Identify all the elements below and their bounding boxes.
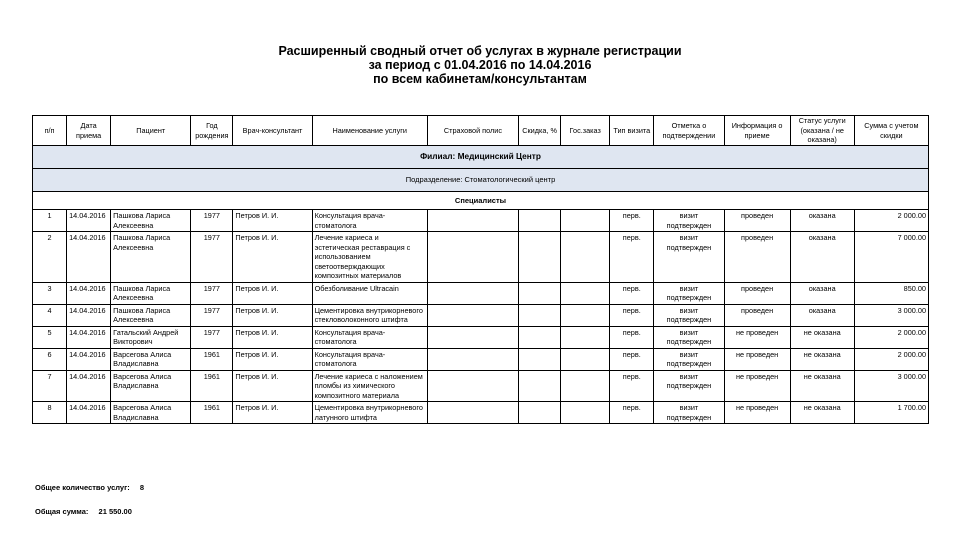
- cell-visit-type: перв.: [610, 282, 654, 304]
- col-header-status: Статус услуги (оказана / не оказана): [790, 116, 854, 146]
- cell-sum: 1 700.00: [854, 402, 928, 424]
- total-sum-value: 21 550.00: [98, 507, 132, 516]
- cell-sum: 2 000.00: [854, 210, 928, 232]
- cell-birth-year: 1961: [191, 370, 233, 402]
- cell-number: 6: [33, 348, 67, 370]
- report-scope: по всем кабинетам/консультантам: [373, 72, 587, 86]
- cell-confirmation: визит подтвержден: [654, 326, 724, 348]
- cell-confirmation: визит подтвержден: [654, 402, 724, 424]
- col-header-birth-year: Год рождения: [191, 116, 233, 146]
- cell-confirmation: визит подтвержден: [654, 232, 724, 283]
- cell-discount: [519, 282, 561, 304]
- cell-visit-type: перв.: [610, 370, 654, 402]
- cell-gov-order: [561, 232, 610, 283]
- cell-birth-year: 1977: [191, 304, 233, 326]
- cell-doctor: Петров И. И.: [233, 402, 312, 424]
- total-count: [35, 483, 144, 492]
- col-header-confirmation: Отметка о подтверждении: [654, 116, 724, 146]
- cell-service: Цементировка внутрикорневого латунного штифта: [312, 402, 427, 424]
- cell-patient: Пашкова Лариса Алексеевна: [111, 232, 191, 283]
- cell-gov-order: [561, 210, 610, 232]
- cell-date: 14.04.2016: [67, 326, 111, 348]
- col-header-doctor: Врач-консультант: [233, 116, 312, 146]
- col-header-gov-order: Гос.заказ: [561, 116, 610, 146]
- cell-visit-info: не проведен: [724, 402, 790, 424]
- cell-status: не оказана: [790, 348, 854, 370]
- subdivision-label: Подразделение: Стоматологический центр: [33, 169, 929, 192]
- col-header-service: Наименование услуги: [312, 116, 427, 146]
- cell-patient: Гатальский Андрей Викторович: [111, 326, 191, 348]
- cell-visit-type: перв.: [610, 326, 654, 348]
- cell-visit-type: перв.: [610, 402, 654, 424]
- cell-gov-order: [561, 304, 610, 326]
- col-header-sum: Сумма с учетом скидки: [854, 116, 928, 146]
- cell-number: 7: [33, 370, 67, 402]
- cell-discount: [519, 402, 561, 424]
- subdivision-group-row: [33, 169, 929, 192]
- table-row: [33, 370, 929, 402]
- cell-service: Лечение кариеса с наложением пломбы из химического композитного материала: [312, 370, 427, 402]
- cell-date: 14.04.2016: [67, 370, 111, 402]
- cell-doctor: Петров И. И.: [233, 304, 312, 326]
- total-count-label: Общее количество услуг:: [35, 483, 130, 492]
- cell-doctor: Петров И. И.: [233, 370, 312, 402]
- cell-sum: 2 000.00: [854, 348, 928, 370]
- cell-policy: [427, 304, 518, 326]
- cell-policy: [427, 282, 518, 304]
- cell-service: Консультация врача-стоматолога: [312, 210, 427, 232]
- table-row: [33, 232, 929, 283]
- col-header-discount: Скидка, %: [519, 116, 561, 146]
- cell-sum: 2 000.00: [854, 326, 928, 348]
- col-header-date: Дата приема: [67, 116, 111, 146]
- cell-confirmation: визит подтвержден: [654, 210, 724, 232]
- services-table: [32, 115, 929, 424]
- cell-birth-year: 1961: [191, 348, 233, 370]
- table-header-row: [33, 116, 929, 146]
- cell-number: 8: [33, 402, 67, 424]
- cell-policy: [427, 326, 518, 348]
- cell-number: 3: [33, 282, 67, 304]
- cell-date: 14.04.2016: [67, 402, 111, 424]
- cell-doctor: Петров И. И.: [233, 348, 312, 370]
- cell-patient: Варсегова Алиса Владиславна: [111, 370, 191, 402]
- cell-visit-type: перв.: [610, 232, 654, 283]
- cell-date: 14.04.2016: [67, 232, 111, 283]
- cell-doctor: Петров И. И.: [233, 326, 312, 348]
- table-row: [33, 282, 929, 304]
- cell-date: 14.04.2016: [67, 304, 111, 326]
- cell-visit-info: проведен: [724, 282, 790, 304]
- cell-patient: Пашкова Лариса Алексеевна: [111, 282, 191, 304]
- cell-birth-year: 1977: [191, 282, 233, 304]
- cell-service: Консультация врача-стоматолога: [312, 326, 427, 348]
- cell-sum: 3 000.00: [854, 304, 928, 326]
- cell-birth-year: 1977: [191, 326, 233, 348]
- cell-date: 14.04.2016: [67, 210, 111, 232]
- cell-gov-order: [561, 370, 610, 402]
- cell-visit-info: не проведен: [724, 348, 790, 370]
- cell-confirmation: визит подтвержден: [654, 304, 724, 326]
- cell-birth-year: 1977: [191, 232, 233, 283]
- total-count-value: 8: [139, 483, 144, 492]
- table-row: [33, 304, 929, 326]
- filial-group-row: [33, 146, 929, 169]
- cell-number: 2: [33, 232, 67, 283]
- cell-visit-type: перв.: [610, 304, 654, 326]
- cell-visit-info: не проведен: [724, 326, 790, 348]
- cell-policy: [427, 370, 518, 402]
- col-header-number: п/п: [33, 116, 67, 146]
- cell-confirmation: визит подтвержден: [654, 282, 724, 304]
- col-header-visit-info: Информация о приеме: [724, 116, 790, 146]
- table-row: [33, 210, 929, 232]
- cell-policy: [427, 348, 518, 370]
- cell-gov-order: [561, 282, 610, 304]
- cell-doctor: Петров И. И.: [233, 210, 312, 232]
- filial-label: Филиал: Медицинский Центр: [33, 146, 929, 169]
- cell-confirmation: визит подтвержден: [654, 348, 724, 370]
- cell-sum: 7 000.00: [854, 232, 928, 283]
- cell-date: 14.04.2016: [67, 282, 111, 304]
- cell-service: Консультация врача-стоматолога: [312, 348, 427, 370]
- cell-birth-year: 1977: [191, 210, 233, 232]
- cell-discount: [519, 232, 561, 283]
- cell-number: 1: [33, 210, 67, 232]
- cell-status: не оказана: [790, 402, 854, 424]
- table-row: [33, 326, 929, 348]
- col-header-policy: Страховой полис: [427, 116, 518, 146]
- cell-birth-year: 1961: [191, 402, 233, 424]
- cell-discount: [519, 304, 561, 326]
- table-row: [33, 348, 929, 370]
- cell-sum: 850.00: [854, 282, 928, 304]
- cell-status: оказана: [790, 232, 854, 283]
- cell-service: Обезболивание Ultracain: [312, 282, 427, 304]
- cell-doctor: Петров И. И.: [233, 232, 312, 283]
- total-sum-label: Общая сумма:: [35, 507, 89, 516]
- cell-patient: Пашкова Лариса Алексеевна: [111, 304, 191, 326]
- cell-sum: 3 000.00: [854, 370, 928, 402]
- specialists-label: Специалисты: [33, 192, 929, 210]
- cell-number: 5: [33, 326, 67, 348]
- cell-gov-order: [561, 348, 610, 370]
- cell-status: оказана: [790, 304, 854, 326]
- cell-visit-info: проведен: [724, 210, 790, 232]
- cell-discount: [519, 348, 561, 370]
- cell-service: Цементировка внутрикорневого стекловолоконного штифта: [312, 304, 427, 326]
- cell-policy: [427, 210, 518, 232]
- cell-visit-info: проведен: [724, 304, 790, 326]
- cell-patient: Пашкова Лариса Алексеевна: [111, 210, 191, 232]
- specialists-group-row: [33, 192, 929, 210]
- report-period: за период с 01.04.2016 по 14.04.2016: [368, 58, 592, 72]
- cell-number: 4: [33, 304, 67, 326]
- cell-status: оказана: [790, 282, 854, 304]
- cell-gov-order: [561, 402, 610, 424]
- report-title: [0, 44, 960, 86]
- cell-service: Лечение кариеса и эстетическая реставрация с использованием светоотверждающих композитных материалов: [312, 232, 427, 283]
- col-header-patient: Пациент: [111, 116, 191, 146]
- cell-policy: [427, 232, 518, 283]
- cell-status: не оказана: [790, 326, 854, 348]
- cell-confirmation: визит подтвержден: [654, 370, 724, 402]
- cell-visit-info: не проведен: [724, 370, 790, 402]
- cell-visit-type: перв.: [610, 348, 654, 370]
- cell-gov-order: [561, 326, 610, 348]
- total-sum: [35, 507, 132, 516]
- cell-policy: [427, 402, 518, 424]
- cell-status: не оказана: [790, 370, 854, 402]
- cell-patient: Варсегова Алиса Владиславна: [111, 348, 191, 370]
- cell-patient: Варсегова Алиса Владиславна: [111, 402, 191, 424]
- cell-status: оказана: [790, 210, 854, 232]
- cell-doctor: Петров И. И.: [233, 282, 312, 304]
- cell-discount: [519, 210, 561, 232]
- cell-discount: [519, 370, 561, 402]
- table-row: [33, 402, 929, 424]
- cell-visit-info: проведен: [724, 232, 790, 283]
- col-header-visit-type: Тип визита: [610, 116, 654, 146]
- report-title-line1: Расширенный сводный отчет об услугах в журнале регистрации: [278, 44, 682, 58]
- cell-discount: [519, 326, 561, 348]
- cell-visit-type: перв.: [610, 210, 654, 232]
- cell-date: 14.04.2016: [67, 348, 111, 370]
